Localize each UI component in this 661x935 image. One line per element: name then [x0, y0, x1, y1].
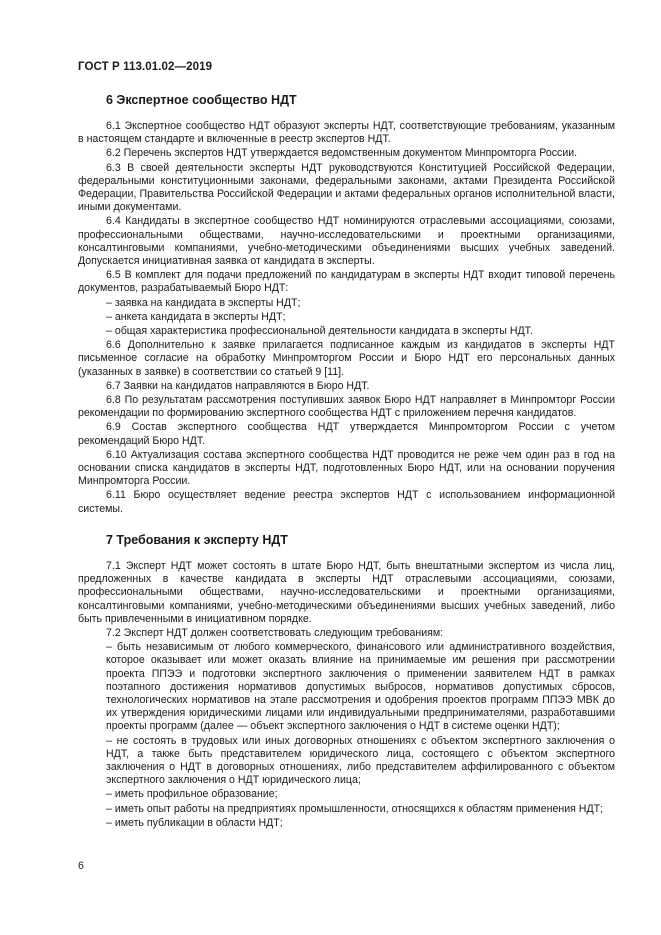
page-number: 6: [78, 860, 84, 872]
paragraph: 6.10 Актуализация состава экспертного сообщества НДТ проводится не реже чем один раз в год на основании списка кандидатов в эксперты НДТ, подготовленных Бюро НДТ, или на основании поручения Минпромторга России.: [78, 448, 615, 488]
section-6-title: 6 Экспертное сообщество НДТ: [106, 93, 297, 107]
paragraph: 7.1 Эксперт НДТ может состоять в штате Бюро НДТ, быть внештатными экспертом из числа лиц, предложенных в качестве кандидата в эксперты НДТ отраслевыми ассоциациями, союзами, профессиональными обществами, научно-исследовательскими и проектными организациями, консалтинговыми компаниями, учебно-методическими объединениями высших учебных заведений, либо быть привлеченными в инициативном порядке.: [78, 559, 615, 625]
list-item: – иметь публикации в области НДТ;: [106, 816, 283, 829]
paragraph: 6.2 Перечень экспертов НДТ утверждается ведомственным документом Минпромторга России.: [106, 147, 578, 160]
paragraph: 6.1 Экспертное сообщество НДТ образуют эксперты НДТ, соответствующие требованиям, указанным в настоящем стандарте и включенные в реестр экспертов НДТ.: [78, 120, 615, 146]
paragraph: 6.6 Дополнительно к заявке прилагается подписанное каждым из кандидатов в эксперты НДТ письменное согласие на обработку Минпромторгом России и Бюро НДТ его персональных данных (указанных в заявке) в соответствии со статьей 9 [11].: [78, 339, 615, 378]
paragraph: 6.9 Состав экспертного сообщества НДТ утверждается Минпромторгом России с учетом рекомендаций Бюро НДТ.: [78, 421, 615, 447]
list-item: – иметь профильное образование;: [106, 788, 278, 801]
paragraph: 6.7 Заявки на кандидатов направляются в Бюро НДТ.: [106, 379, 370, 392]
list-item: – анкета кандидата в эксперты НДТ;: [106, 310, 286, 323]
paragraph: 6.3 В своей деятельности эксперты НДТ руководствуются Конституцией Российской Федерации, федеральными конституционными законами, федеральными законами, актами Президента Российской Федерации, Правительства Российской Федерации и актами федеральных органов исполнительной власти, иными документами.: [78, 161, 615, 214]
list-item: – общая характеристика профессиональной деятельности кандидата в эксперты НДТ.: [106, 325, 533, 338]
document-code: ГОСТ Р 113.01.02—2019: [78, 61, 213, 73]
list-item: – не состоять в трудовых или иных договорных отношениях с объектом экспертного заключения о НДТ, а также быть представителем юридического лица, состоящего с объектом экспертного заключения о НДТ в договорных отношениях, либо представителем аффилированного с объектом экспертного заключения о НДТ юридического лица;: [106, 734, 615, 787]
section-7-title: 7 Требования к эксперту НДТ: [106, 532, 288, 547]
paragraph: 6.8 По результатам рассмотрения поступивших заявок Бюро НДТ направляет в Минпромторг России рекомендации по формированию экспертного сообщества НДТ с приложением перечня кандидатов.: [78, 394, 615, 420]
paragraph: 6.11 Бюро осуществляет ведение реестра экспертов НДТ с использованием информационной системы.: [78, 489, 615, 515]
paragraph: 6.5 В комплект для подачи предложений по кандидатурам в эксперты НДТ входит типовой перечень документов, разрабатываемый Бюро НДТ:: [78, 269, 615, 295]
list-item: – иметь опыт работы на предприятиях промышленности, относящихся к областям применения НДТ;: [106, 802, 604, 815]
document-body: [78, 92, 615, 831]
list-item: – быть независимым от любого коммерческого, финансового или административного воздействия, которое оказывает или может оказать влияние на принимаемые им решения при рассмотрении проекта ППЭЭ и подготовки экспертного заключения о применении заявителем НДТ в рамках поэтапного достижения нормативов допустимых выбросов, нормативов допустимых сбросов, технологических нормативов на этапе рассмотрения и одобрения проектов программ ППЭЭ МВК до их утверждения юридическими лицами или индивидуальными предпринимателями, разработавшими проекты программ (далее — объект экспертного заключения о НДТ в системе оценки НДТ);: [106, 641, 615, 733]
paragraph: 6.4 Кандидаты в экспертное сообщество НДТ номинируются отраслевыми ассоциациями, союзами, профессиональными обществами, научно-исследовательскими и проектными организациями, консалтинговыми компаниями, учебно-методическими объединениями высших учебных заведений. Допускается инициативная заявка от кандидата в эксперты.: [78, 215, 615, 268]
paragraph: 7.2 Эксперт НДТ должен соответствовать следующим требованиям:: [106, 626, 444, 639]
list-item: – заявка на кандидата в эксперты НДТ;: [106, 296, 301, 309]
